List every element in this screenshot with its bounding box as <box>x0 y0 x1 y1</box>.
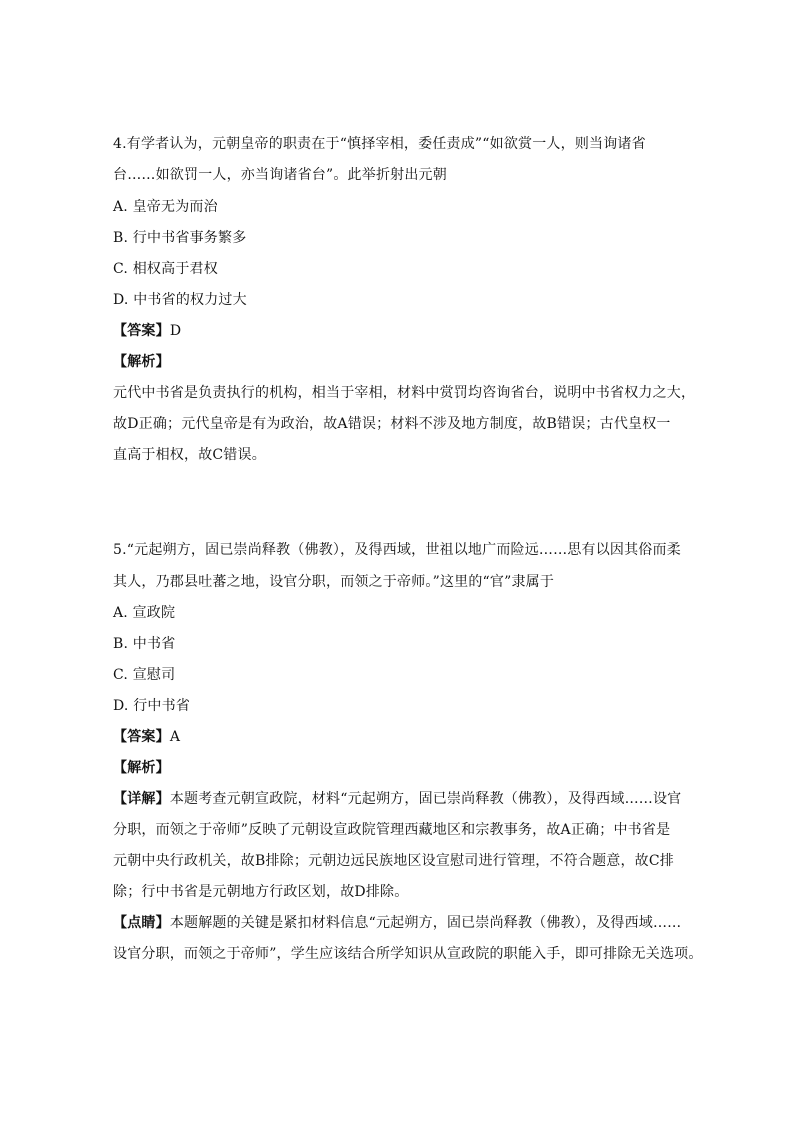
option-d: D. 中书省的权力过大 <box>113 292 247 308</box>
question-stem-line: 4.有学者认为，元朝皇帝的职责在于“慎择宰相，委任责成”“如欲赏一人，则当询诸省 <box>113 136 646 152</box>
option-a: A. 皇帝无为而治 <box>113 199 218 215</box>
analysis-line: 故D正确；元代皇帝是有为政治，故A错误；材料不涉及地方制度，故B错误；古代皇权一 <box>113 416 671 432</box>
point-text: 本题解题的关键是紧扣材料信息“元起朔方，固已崇尚释教（佛教），及得西域…… <box>169 915 682 931</box>
question-stem-line: 台……如欲罚一人，亦当询诸省台”。此举折射出元朝 <box>113 167 447 183</box>
analysis-tag: 【解析】 <box>113 354 170 370</box>
question-stem-line: 5.“元起朔方，固已崇尚释教（佛教），及得西域，世祖以地广而险远……思有以因其俗而柔 <box>113 542 681 558</box>
answer-tag: 【答案】 <box>113 323 170 339</box>
detail-line: 除；行中书省是元朝地方行政区划，故D排除。 <box>113 884 409 900</box>
option-b: B. 中书省 <box>113 636 176 652</box>
answer-line <box>113 321 181 341</box>
detail-line: 元朝中央行政机关，故B排除；元朝边远民族地区设宣慰司进行管理，不符合题意，故C排 <box>113 853 674 869</box>
option-c: C. 相权高于君权 <box>113 261 218 277</box>
option-c: C. 宣慰司 <box>113 667 176 683</box>
detail-tag: 【详解】 <box>113 791 170 807</box>
point-line: 设官分职，而领之于帝师”，学生应该结合所学知识从宣政院的职能入手，即可排除无关选项。 <box>113 946 703 962</box>
option-d: D. 行中书省 <box>113 698 191 714</box>
question-stem-line: 其人，乃郡县吐蕃之地，设官分职，而领之于帝师。”这里的“官”隶属于 <box>113 574 555 590</box>
point-line <box>113 913 681 933</box>
detail-text: 本题考查元朝宣政院，材料“元起朔方，固已崇尚释教（佛教），及得西域……设官 <box>169 791 682 807</box>
analysis-line: 元代中书省是负责执行的机构，相当于宰相，材料中赏罚均咨询省台，说明中书省权力之大， <box>113 385 696 401</box>
analysis-line: 直高于相权，故C错误。 <box>113 447 266 463</box>
answer-value: D <box>169 323 182 339</box>
point-tag: 【点睛】 <box>113 915 170 931</box>
answer-value: A <box>169 729 181 745</box>
answer-line <box>113 727 180 747</box>
answer-tag: 【答案】 <box>113 729 170 745</box>
option-a: A. 宣政院 <box>113 605 176 621</box>
detail-line <box>113 789 681 809</box>
option-b: B. 行中书省事务繁多 <box>113 230 247 246</box>
analysis-tag: 【解析】 <box>113 760 170 776</box>
detail-line: 分职，而领之于帝师”反映了元朝设宣政院管理西藏地区和宗教事务，故A正确；中书省是 <box>113 822 671 838</box>
